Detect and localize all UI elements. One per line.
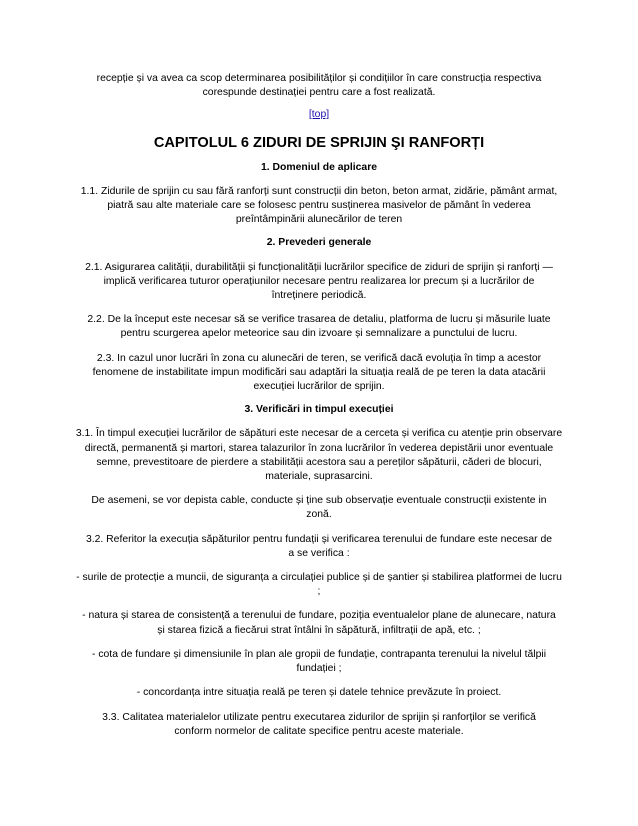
paragraph-2-2: 2.2. De la început este necesar să se verifice trasarea de detaliu, platforma de lucru și măsurile luate pentru scurgerea apelor meteorice sau din izvoare și semnalizare a punctului de lucru. — [87, 314, 551, 340]
list-item-concordanta: - concordanța intre situația reală pe teren și datele tehnice prevăzute în proiect. — [136, 687, 502, 699]
section-heading-domeniul: 1. Domeniul de aplicare — [260, 161, 378, 173]
paragraph-2-3: 2.3. In cazul unor lucrări în zona cu alunecări de teren, se verifică dacă evoluția în timp a acestor fenomene de instabilitate impun modificări sau adaptări la situația reală de pe teren la data atacării execuției lucrărilor de sprijin. — [92, 352, 546, 393]
intro-paragraph: recepție și va avea ca scop determinarea posibilităților și condițiilor în care construcția respectiva corespunde destinației pentru care a fost realizată. — [96, 73, 542, 99]
document-page — [75, 72, 563, 739]
list-item-protectie: - surile de protecție a muncii, de siguranța a circulației publice și de șantier și stabilirea platformei de lucru ; — [76, 572, 562, 598]
top-link[interactable]: [top] — [308, 109, 330, 121]
paragraph-2-1: 2.1. Asigurarea calității, durabilității și funcționalității lucrărilor specifice de ziduri de sprijin și ranforți — implică verificarea tuturor operațiunilor necesare pentru realizarea lor precum și a lucrărilor de întreținere periodică. — [85, 261, 553, 302]
chapter-title: CAPITOLUL 6 ZIDURI DE SPRIJIN ŞI RANFORȚI — [153, 134, 485, 151]
section-heading-prevederi: 2. Prevederi generale — [266, 237, 372, 249]
list-item-cota-fundare: - cota de fundare și dimensiunile în plan ale gropii de fundație, contrapanta terenului la nivelul tălpii fundației ; — [91, 648, 546, 675]
list-item-natura: - natura și starea de consistență a terenului de fundare, poziția eventualelor plane de alunecare, natura și starea fizică a fiecărui strat întâlni în săpătură, infiltrații de apă, etc. ; — [82, 610, 556, 636]
paragraph-1-1: 1.1. Zidurile de sprijin cu sau fără ranforți sunt construcții din beton, beton armat, zidărie, pământ armat, piatră sau alte materiale care se folosesc pentru susținerea masivelor de pământ în vederea preîntâmpinării alunecărilor de teren — [80, 185, 558, 226]
paragraph-cable-conducte: De asemeni, se vor depista cable, conducte și ține sub observație eventuale construcții existente in zonă. — [91, 495, 547, 521]
paragraph-3-1: 3.1. În timpul execuției lucrărilor de săpături este necesar de a cerceta și verifica cu atenție prin observare directă, permanentă și martori, starea talazurilor în zona lucrărilor în vederea depistării unor eventuale semne, prevestitoare de pierdere a stabilității acestora sau a pereților săpăturii, căderi de blocuri, materiale, suprasarcini. — [75, 428, 563, 483]
section-heading-verificari: 3. Verificări in timpul execuției — [244, 404, 394, 416]
paragraph-3-2: 3.2. Referitor la execuția săpăturilor pentru fundații și verificarea terenului de fundare este necesar de a se verifica : — [85, 533, 553, 559]
paragraph-3-3: 3.3. Calitatea materialelor utilizate pentru executarea zidurilor de sprijin și ranforților se verifică conform normelor de calitate specifice pentru aceste materiale. — [102, 711, 536, 737]
